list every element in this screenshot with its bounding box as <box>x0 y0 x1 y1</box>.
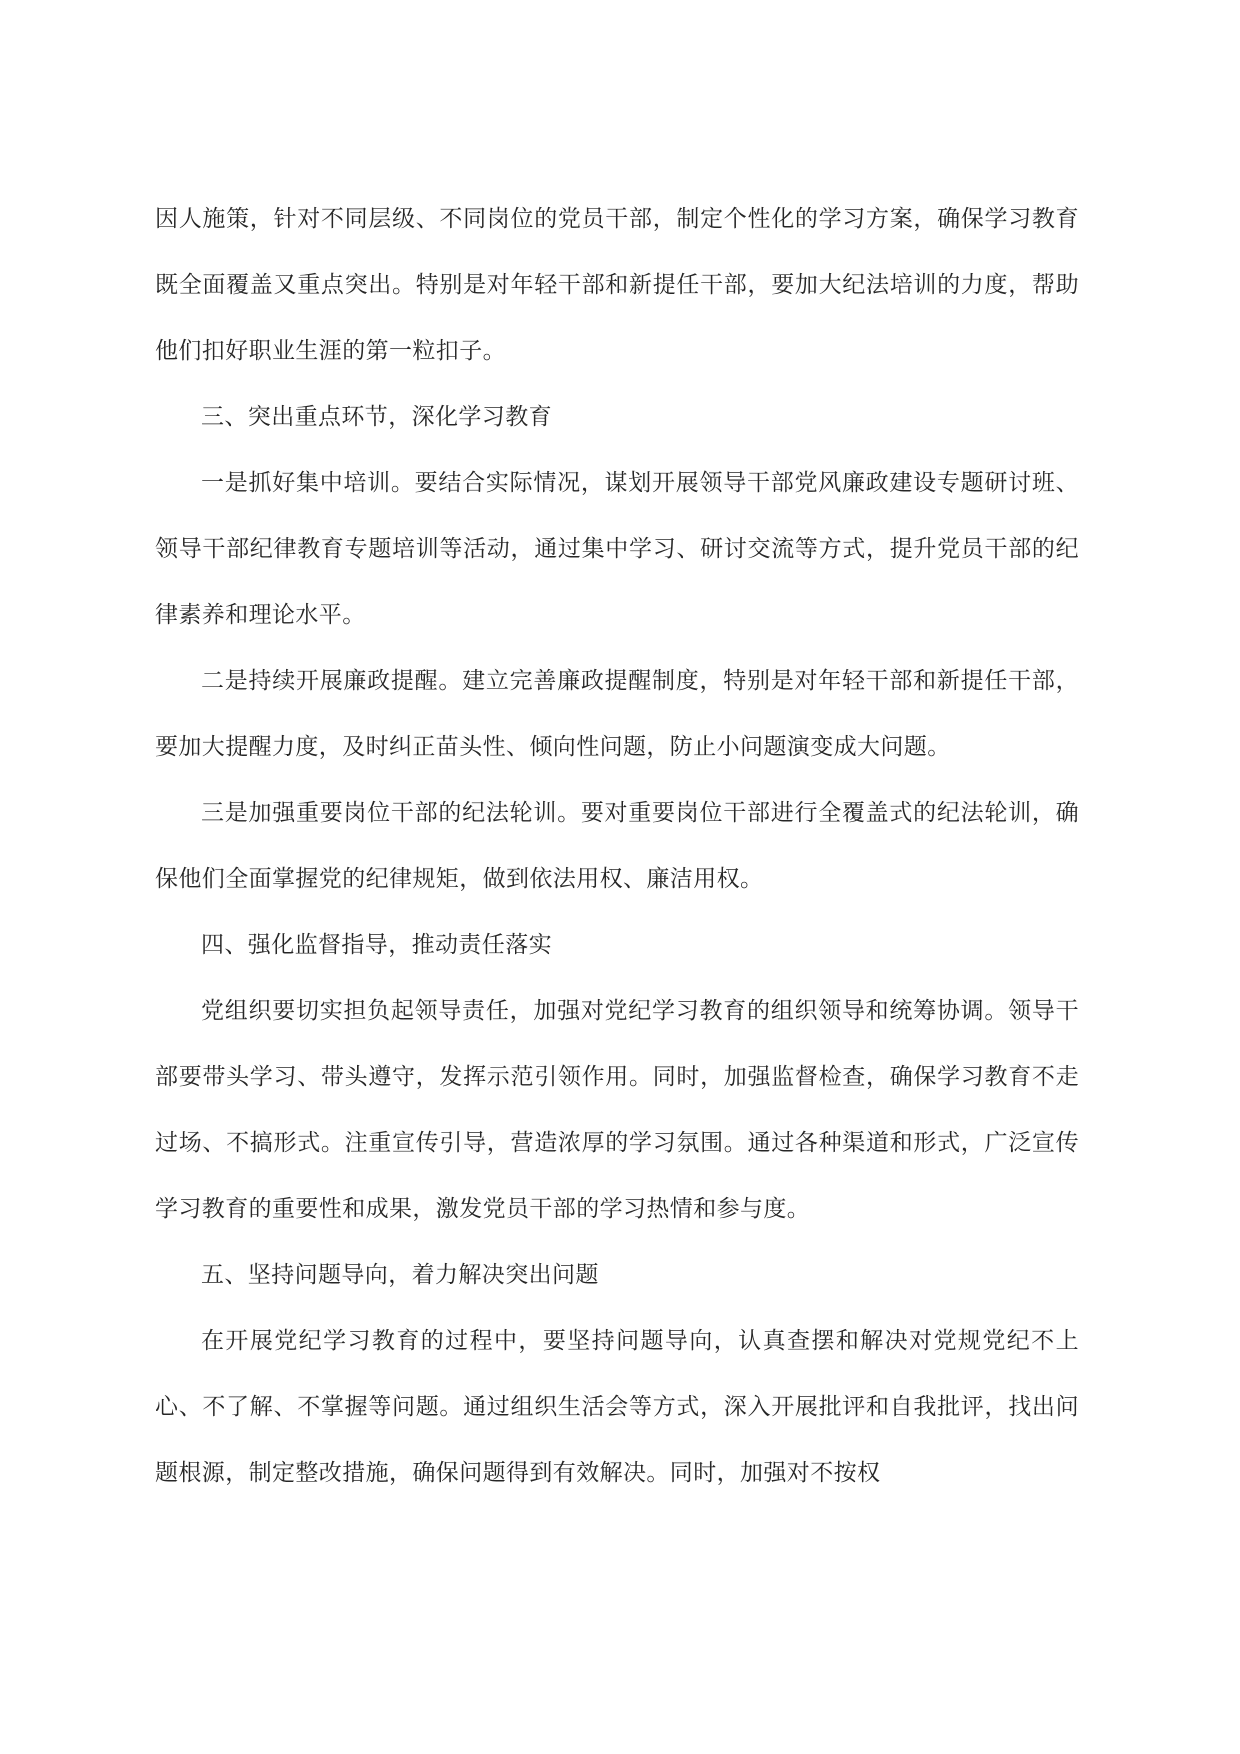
section-heading-3: 三、突出重点环节，深化学习教育 <box>201 404 552 430</box>
paragraph-problem-orientation: 在开展党纪学习教育的过程中，要坚持问题导向，认真查摆和解决对党规党纪不上心、不了解、不掌握等问题。通过组织生活会等方式，深入开展批评和自我批评，找出问题根源，制定整改措施，确保问题得到有效解决。同时，加强对不按权 <box>155 1328 1079 1486</box>
section-heading-4: 四、强化监督指导，推动责任落实 <box>201 932 552 958</box>
section-heading-5: 五、坚持问题导向，着力解决突出问题 <box>201 1262 599 1288</box>
document-body <box>155 186 1079 1506</box>
paragraph-supervision: 党组织要切实担负起领导责任，加强对党纪学习教育的组织领导和统筹协调。领导干部要带头学习、带头遵守，发挥示范引领作用。同时，加强监督检查，确保学习教育不走过场、不搞形式。注重宣传引导，营造浓厚的学习氛围。通过各种渠道和形式，广泛宣传学习教育的重要性和成果，激发党员干部的学习热情和参与度。 <box>155 998 1079 1222</box>
paragraph-key-post-training: 三是加强重要岗位干部的纪法轮训。要对重要岗位干部进行全覆盖式的纪法轮训，确保他们全面掌握党的纪律规矩，做到依法用权、廉洁用权。 <box>155 800 1079 892</box>
paragraph-integrity-reminder: 二是持续开展廉政提醒。建立完善廉政提醒制度，特别是对年轻干部和新提任干部，要加大提醒力度，及时纠正苗头性、倾向性问题，防止小问题演变成大问题。 <box>155 668 1079 760</box>
paragraph-continuation: 因人施策，针对不同层级、不同岗位的党员干部，制定个性化的学习方案，确保学习教育既全面覆盖又重点突出。特别是对年轻干部和新提任干部，要加大纪法培训的力度，帮助他们扣好职业生涯的第一粒扣子。 <box>155 206 1079 364</box>
paragraph-focused-training: 一是抓好集中培训。要结合实际情况，谋划开展领导干部党风廉政建设专题研讨班、领导干部纪律教育专题培训等活动，通过集中学习、研讨交流等方式，提升党员干部的纪律素养和理论水平。 <box>155 470 1079 628</box>
